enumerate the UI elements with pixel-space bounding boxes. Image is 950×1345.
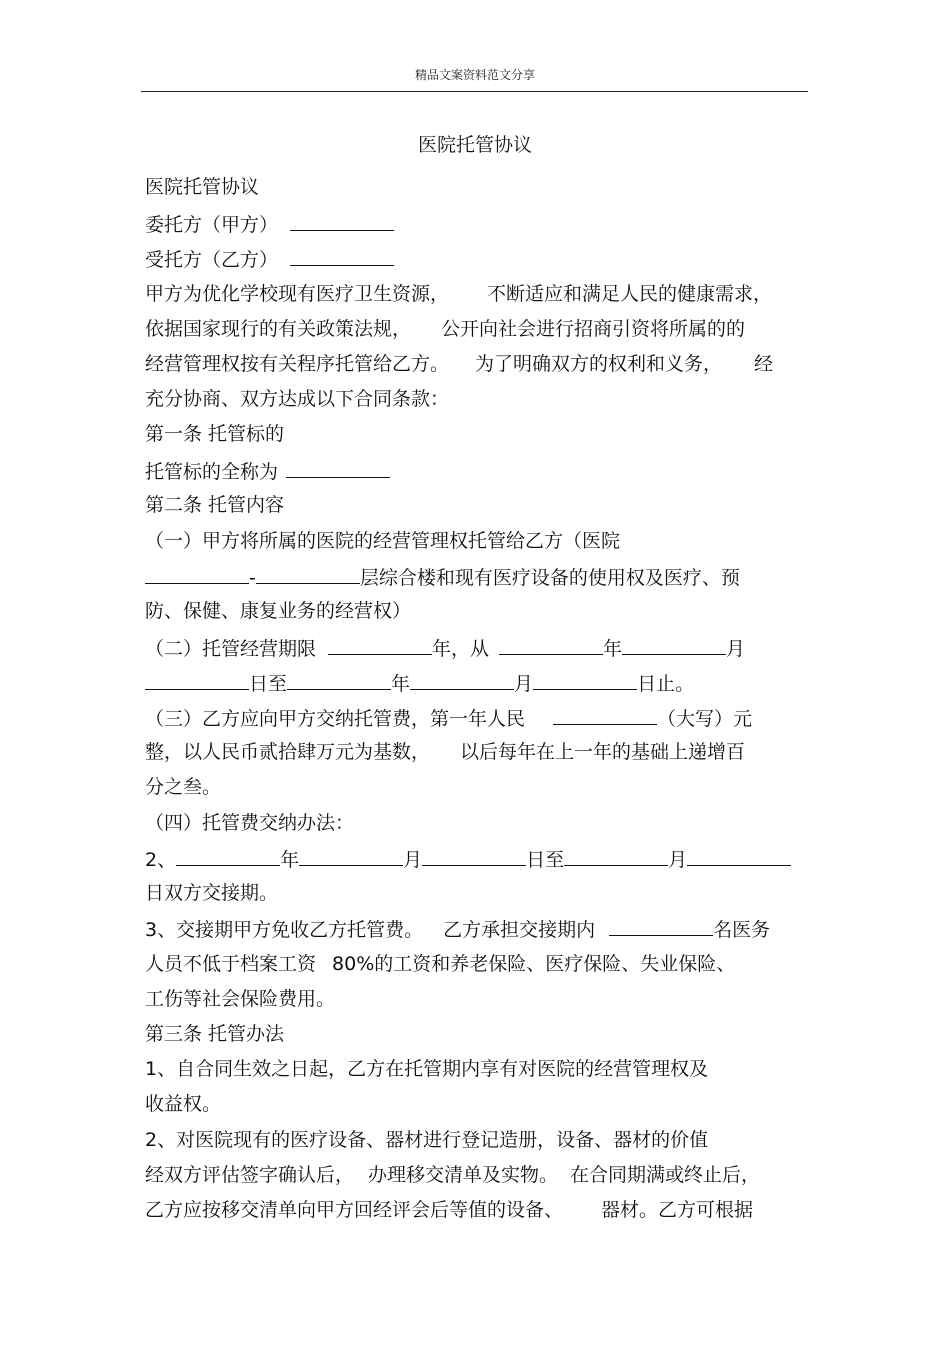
header-divider <box>141 91 808 92</box>
item-4-2-line-1 <box>145 847 791 871</box>
party-a-line <box>145 212 394 236</box>
unit-month: 月 <box>403 849 423 871</box>
subject-name-blank[interactable] <box>286 459 390 478</box>
item-4-3-text: 名医务 <box>713 919 771 941</box>
item-4-3-line-2 <box>145 953 735 975</box>
intro-text: 经营管理权按有关程序托管给乙方。 <box>145 353 450 375</box>
subtitle: 医院托管协议 <box>145 176 260 198</box>
unit-month: 月 <box>668 849 688 871</box>
party-b-line <box>145 247 394 271</box>
handover-end-day-blank[interactable] <box>687 847 791 866</box>
item-4-3-line-3: 工伤等社会保险费用。 <box>145 988 336 1010</box>
intro-text: 不断适应和满足人民的健康需求， <box>487 283 773 305</box>
item-4-3-text: 乙方承担交接期内 <box>443 919 596 941</box>
to-text: 至 <box>268 673 288 695</box>
item-1-line-3: 防、保健、康复业务的经营权） <box>145 600 412 622</box>
article-3-2-line-3 <box>145 1199 753 1221</box>
page-header: 精品文案资料范文分享 <box>414 68 535 82</box>
item-3-text: 以后每年在上一年的基础上递增百 <box>460 741 746 763</box>
intro-text: 经 <box>754 353 774 375</box>
article-3-2-line-2 <box>145 1164 760 1186</box>
article-3-text: 经双方评估签字确认后， <box>145 1164 355 1186</box>
term-years-blank[interactable] <box>328 636 432 655</box>
start-month-blank[interactable] <box>622 636 726 655</box>
floor-to-blank[interactable] <box>256 565 360 584</box>
end-day-blank[interactable] <box>533 671 637 690</box>
handover-day-blank[interactable] <box>422 847 526 866</box>
handover-month-blank[interactable] <box>299 847 403 866</box>
article-3-text: 办理移交清单及实物。 <box>368 1164 559 1186</box>
item-3-text: （大写）元 <box>657 708 753 730</box>
handover-year-blank[interactable] <box>176 847 280 866</box>
percent-value: 80% <box>332 953 375 975</box>
article-3-text: 器材。乙方可根据 <box>601 1199 754 1221</box>
item-2-line-2 <box>145 671 694 695</box>
article-3-2-line-1: 2、对医院现有的医疗设备、器材进行登记造册，设备、器材的价值 <box>145 1129 709 1151</box>
dash: - <box>249 567 256 589</box>
unit-year: 年 <box>280 849 300 871</box>
floor-from-blank[interactable] <box>145 565 249 584</box>
document-title: 医院托管协议 <box>417 134 532 156</box>
article-3-text: 乙方应按移交清单向甲方回经评会后等值的设备、 <box>145 1199 564 1221</box>
intro-line-4: 充分协商、双方达成以下合同条款： <box>145 388 450 410</box>
intro-text: 甲方为优化学校现有医疗卫生资源， <box>145 283 450 305</box>
end-year-blank[interactable] <box>287 671 391 690</box>
intro-line-2 <box>145 318 745 340</box>
item-number: 2、 <box>145 849 177 871</box>
article-3-1-line-2: 收益权。 <box>145 1093 222 1115</box>
party-a-blank[interactable] <box>290 212 394 231</box>
start-day-blank[interactable] <box>145 671 249 690</box>
intro-line-1 <box>145 283 772 305</box>
item-1-line-1: （一）甲方将所属的医院的经营管理权托管给乙方（医院 <box>145 530 621 552</box>
item-3-line-3: 分之叁。 <box>145 776 222 798</box>
party-b-blank[interactable] <box>290 247 394 266</box>
item-2-from: 年，从 <box>432 638 490 660</box>
item-4-3-text: 人员不低于档案工资 <box>145 953 317 975</box>
handover-end-month-blank[interactable] <box>564 847 668 866</box>
item-3-line-2 <box>145 741 745 763</box>
party-a-label: 委托方（甲方） <box>145 214 279 236</box>
unit-month: 月 <box>726 638 746 660</box>
end-text: 日止。 <box>637 673 695 695</box>
item-2-line-1 <box>145 636 745 660</box>
unit-month: 月 <box>514 673 534 695</box>
item-4-3-line-1 <box>145 917 770 941</box>
article-1-heading: 第一条 托管标的 <box>145 423 285 445</box>
item-3-text: （三）乙方应向甲方交纳托管费，第一年人民 <box>145 708 526 730</box>
to-text: 至 <box>545 849 565 871</box>
item-4-heading: （四）托管费交纳办法： <box>145 812 355 834</box>
unit-year: 年 <box>391 673 411 695</box>
item-3-line-1 <box>145 706 752 730</box>
end-month-blank[interactable] <box>410 671 514 690</box>
start-year-blank[interactable] <box>499 636 603 655</box>
unit-day: 日 <box>526 849 546 871</box>
article-1-text <box>145 459 390 483</box>
staff-count-blank[interactable] <box>609 917 713 936</box>
item-2-label: （二）托管经营期限 <box>145 638 317 660</box>
article-3-text: 在合同期满或终止后， <box>570 1164 761 1186</box>
fee-amount-blank[interactable] <box>553 706 657 725</box>
item-1-line-2 <box>145 565 740 589</box>
unit-year: 年 <box>603 638 623 660</box>
item-4-3-text: 的工资和养老保险、医疗保险、失业保险、 <box>374 953 736 975</box>
article-3-1-line-1: 1、自合同生效之日起，乙方在托管期内享有对医院的经营管理权及 <box>145 1058 709 1080</box>
article-3-heading: 第三条 托管办法 <box>145 1023 285 1045</box>
article-1-label: 托管标的全称为 <box>145 461 279 483</box>
party-b-label: 受托方（乙方） <box>145 249 279 271</box>
item-4-2-line-2: 日双方交接期。 <box>145 882 279 904</box>
item-3-text: 整，以人民币贰拾肆万元为基数， <box>145 741 431 763</box>
unit-day: 日 <box>249 673 269 695</box>
intro-text: 依据国家现行的有关政策法规， <box>145 318 412 340</box>
item-1-text: 层综合楼和现有医疗设备的使用权及医疗、预 <box>359 567 740 589</box>
intro-text: 公开向社会进行招商引资将所属的的 <box>441 318 746 340</box>
intro-line-3 <box>145 353 773 375</box>
intro-text: 为了明确双方的权利和义务， <box>475 353 723 375</box>
article-2-heading: 第二条 托管内容 <box>145 494 285 516</box>
item-4-3-text: 3、交接期甲方免收乙方托管费。 <box>145 919 424 941</box>
